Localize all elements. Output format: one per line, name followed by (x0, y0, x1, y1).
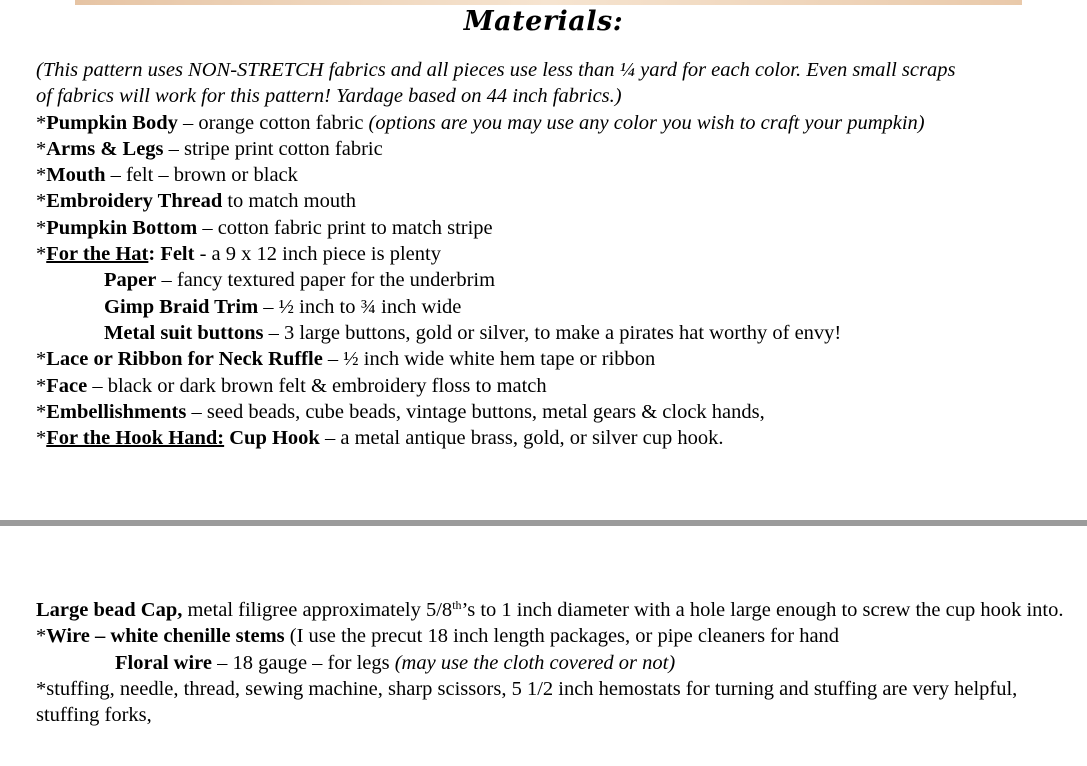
item-label: Embroidery Thread (46, 190, 223, 213)
item-star: * (36, 400, 47, 423)
item-star: * (36, 348, 47, 371)
item-label: Paper (104, 269, 157, 292)
item-text: – cotton fabric print to match stripe (197, 216, 493, 239)
item-text: – stripe print cotton fabric (163, 137, 383, 160)
item-label: Wire – white chenille stems (46, 625, 285, 648)
item-star: * (36, 427, 47, 450)
item-star: * (36, 216, 47, 239)
item-embellishments (36, 399, 1076, 425)
item-lace-ribbon (36, 346, 1076, 372)
section-heading-hook-hand: For the Hook Hand: (46, 427, 225, 450)
item-star: * (36, 374, 47, 397)
item-bead-cap (36, 597, 1066, 623)
item-wire (36, 623, 1066, 649)
item-star: * (36, 137, 47, 160)
item-label: Embellishments (46, 400, 187, 423)
section-heading-hat: For the Hat (46, 243, 149, 266)
superscript: th (452, 598, 462, 612)
item-star: * (36, 625, 47, 648)
item-mouth (36, 162, 1076, 188)
item-gimp-braid (36, 294, 1076, 320)
item-embroidery-thread (36, 188, 1076, 214)
item-star: * (36, 190, 47, 213)
page-divider (0, 520, 1087, 526)
item-text: to match mouth (222, 190, 357, 213)
item-text: (I use the precut 18 inch length packages, or pipe cleaners for hand (284, 625, 840, 648)
item-star: * (36, 164, 47, 187)
item-text: – 3 large buttons, gold or silver, to make a pirates hat worthy of envy! (263, 321, 842, 344)
item-text: – orange cotton fabric (177, 111, 369, 134)
top-decorative-bar (75, 0, 1022, 5)
item-metal-buttons (36, 320, 1076, 346)
item-text: – black or dark brown felt & embroidery floss to match (87, 374, 547, 397)
item-hook-hand (36, 425, 1076, 451)
intro-line-1: (This pattern uses NON-STRETCH fabrics and all pieces use less than ¼ yard for each color. Even small scraps (36, 59, 956, 81)
intro-line-2: of fabrics will work for this pattern! Yardage based on 44 inch fabrics.) (36, 85, 622, 108)
item-pumpkin-body (36, 110, 1076, 136)
item-label: Face (46, 374, 88, 397)
item-label: Mouth (46, 164, 106, 187)
item-label: Floral wire (115, 651, 212, 674)
item-text: - a 9 x 12 inch piece is plenty (194, 243, 441, 266)
item-label: Pumpkin Bottom (46, 216, 198, 239)
item-label: Cup Hook (224, 427, 320, 450)
item-text: metal filigree approximately 5/8 (182, 599, 453, 621)
item-text: – ½ inch wide white hem tape or ribbon (322, 348, 656, 371)
item-label: Felt (155, 243, 195, 266)
item-pumpkin-bottom (36, 215, 1076, 241)
item-star: * (36, 111, 47, 134)
item-text: – a metal antique brass, gold, or silver cup hook. (319, 427, 724, 450)
item-text: – felt – brown or black (105, 164, 298, 187)
materials-list (36, 57, 1076, 451)
item-text: – 18 gauge – for legs (211, 651, 395, 674)
item-label: Arms & Legs (46, 137, 164, 160)
item-text: – ½ inch to ¾ inch wide (258, 295, 462, 318)
item-paper (36, 267, 1076, 293)
item-label: Lace or Ribbon for Neck Ruffle (46, 348, 323, 371)
item-arms-legs (36, 136, 1076, 162)
materials-list-continued (36, 597, 1066, 728)
item-face (36, 373, 1076, 399)
item-label: Gimp Braid Trim (104, 295, 259, 318)
item-star: * (36, 243, 47, 266)
item-floral-wire (36, 650, 1066, 676)
item-hat (36, 241, 1076, 267)
item-label: Pumpkin Body (46, 111, 178, 134)
item-text-cont: ’s to 1 inch diameter with a hole large enough to screw the cup hook into. (461, 599, 1064, 621)
item-label: Large bead Cap, (36, 599, 183, 621)
item-text: – fancy textured paper for the underbrim (156, 269, 496, 292)
item-note: (may use the cloth covered or not) (394, 651, 676, 674)
item-note: (options are you may use any color you wish to craft your pumpkin) (368, 111, 925, 134)
item-label: Metal suit buttons (104, 321, 264, 344)
item-misc-supplies: *stuffing, needle, thread, sewing machine, sharp scissors, 5 1/2 inch hemostats for turning and stuffing are very helpful, stuffing forks, (36, 677, 1018, 727)
item-text: – seed beads, cube beads, vintage buttons, metal gears & clock hands, (186, 400, 765, 423)
page-title: Materials: (463, 6, 624, 37)
heading-colon: : (148, 243, 156, 266)
